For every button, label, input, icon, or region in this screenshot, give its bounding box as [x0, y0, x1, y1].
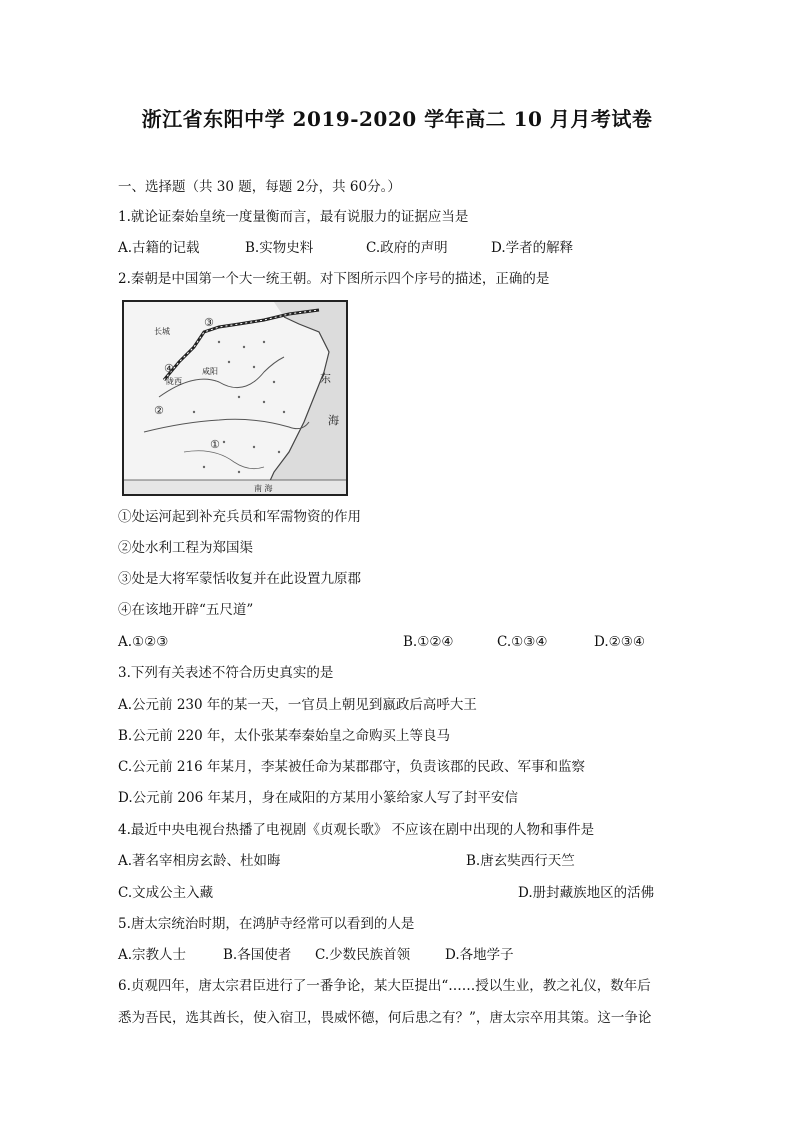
- question-4-option-c: C.文成公主入藏: [118, 885, 214, 901]
- question-2-statement-4: ④在该地开辟“五尺道”: [118, 602, 254, 618]
- question-3-stem: 3.下列有关表述不符合历史真实的是: [118, 665, 334, 681]
- map-label-xianyang: 咸阳: [202, 367, 218, 376]
- question-3-option-b: B.公元前 220 年，太仆张某奉秦始皇之命购买上等良马: [118, 728, 451, 744]
- map-marker-4: ④: [164, 362, 174, 375]
- map-graphic: [124, 302, 346, 494]
- question-1-option-c: C.政府的声明: [366, 240, 448, 256]
- question-6-line-1: 6.贞观四年，唐太宗君臣进行了一番争论，某大臣提出“……授以生业，教之礼仪，数年后: [118, 978, 651, 994]
- map-label-dong: 东: [320, 372, 331, 385]
- question-4-stem: 4.最近中央电视台热播了电视剧《贞观长歌》 不应该在剧中出现的人物和事件是: [118, 822, 595, 838]
- question-2-statement-3: ③处是大将军蒙恬收复并在此设置九原郡: [118, 571, 361, 587]
- question-2-option-b: B.①②④: [403, 634, 454, 650]
- question-5-option-b: B.各国使者: [223, 947, 292, 963]
- page-title: 浙江省东阳中学 2019-2020 学年高二 10 月月考试卷: [141, 107, 653, 131]
- question-2-option-c: C.①③④: [497, 634, 548, 650]
- question-2-statement-2: ②处水利工程为郑国渠: [118, 540, 253, 556]
- question-5-option-d: D.各地学子: [445, 947, 514, 963]
- question-2-option-d: D.②③④: [594, 634, 645, 650]
- question-1-option-a: A.古籍的记载: [118, 240, 200, 256]
- question-3-option-d: D.公元前 206 年某月，身在咸阳的方某用小篆给家人写了封平安信: [118, 790, 518, 806]
- question-1-stem: 1.就论证秦始皇统一度量衡而言，最有说服力的证据应当是: [118, 209, 469, 225]
- map-marker-1: ①: [210, 438, 220, 451]
- question-2-option-a: A.①②③: [118, 634, 169, 650]
- map-label-hai: 海: [328, 414, 339, 427]
- question-3-option-c: C.公元前 216 年某月，李某被任命为某郡郡守，负责该郡的民政、军事和监察: [118, 759, 585, 775]
- map-marker-2: ②: [154, 404, 164, 417]
- question-4-option-d: D.册封藏族地区的活佛: [518, 885, 655, 901]
- map-label-nanhai: 南 海: [254, 484, 273, 493]
- question-5-option-c: C.少数民族首领: [315, 947, 411, 963]
- question-4-option-b: B.唐玄奘西行天竺: [466, 853, 575, 869]
- question-2-statement-1: ①处运河起到补充兵员和军需物资的作用: [118, 509, 361, 525]
- map-label-longxi: 陇西: [166, 377, 182, 386]
- section-heading: 一、选择题（共 30 题，每题 2分，共 60分。）: [118, 179, 401, 195]
- question-6-line-2: 悉为吾民，选其酋长，使入宿卫，畏威怀德，何后患之有？”，唐太宗卒用其策。这一争论: [118, 1010, 652, 1026]
- question-1-option-d: D.学者的解释: [491, 240, 574, 256]
- map-marker-3: ③: [204, 316, 214, 329]
- question-5-option-a: A.宗教人士: [118, 947, 187, 963]
- question-5-stem: 5.唐太宗统治时期，在鸿胪寺经常可以看到的人是: [118, 916, 415, 932]
- question-1-option-b: B.实物史料: [245, 240, 314, 256]
- map-label-changcheng: 长城: [154, 327, 170, 336]
- question-2-stem: 2.秦朝是中国第一个大一统王朝。对下图所示四个序号的描述，正确的是: [118, 271, 550, 287]
- question-3-option-a: A.公元前 230 年的某一天，一官员上朝见到嬴政后高呼大王: [118, 697, 477, 713]
- qin-dynasty-map: [122, 300, 348, 496]
- question-4-option-a: A.著名宰相房玄龄、杜如晦: [118, 853, 281, 869]
